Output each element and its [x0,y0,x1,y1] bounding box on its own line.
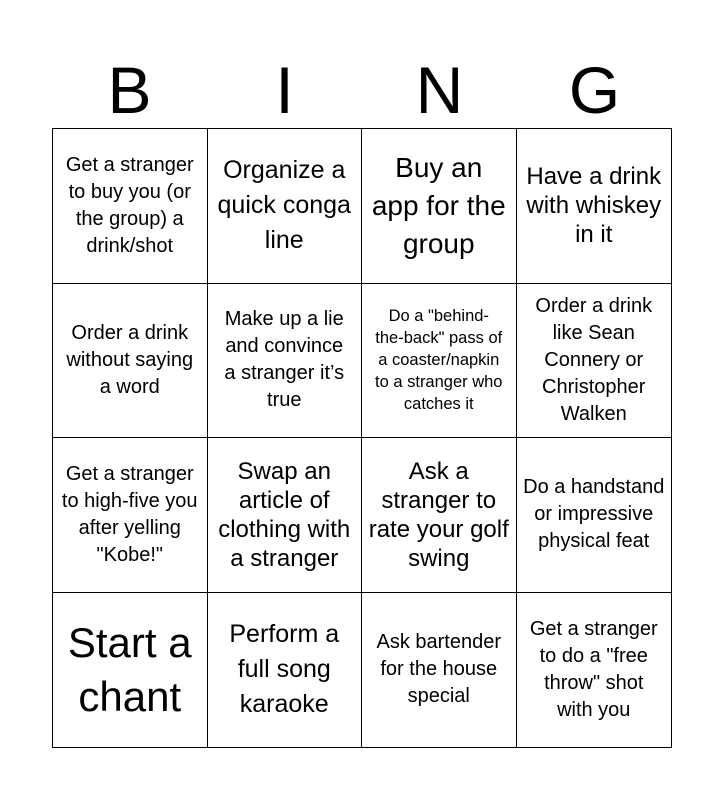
cell-text: Do a "behind-the-back" pass of a coaster/napkin to a stranger who catches it [375,307,503,414]
bingo-cell-r1c2[interactable] [208,129,363,284]
bingo-header [52,52,672,128]
bingo-cell-r3c2[interactable] [208,438,363,593]
cell-text: Have a drink with whiskey in it [526,163,662,249]
header-letter-b: B [107,53,152,127]
cell-text: Organize a quick conga line [217,156,351,255]
cell-text: Make up a lie and convince a stranger it’s true [224,308,345,412]
bingo-cell-r1c1[interactable] [53,129,208,284]
bingo-cell-r4c3[interactable] [362,593,517,748]
cell-text: Order a drink like Sean Connery or Christopher Walken [535,294,653,425]
bingo-cell-r2c1[interactable] [53,284,208,439]
bingo-cell-r3c4[interactable] [517,438,672,593]
bingo-cell-r3c3[interactable] [362,438,517,593]
bingo-cell-r4c2[interactable] [208,593,363,748]
bingo-cell-r3c1[interactable] [53,438,208,593]
cell-text: Get a stranger to high-five you after yelling "Kobe!" [61,462,198,566]
bingo-cell-r4c1[interactable] [53,593,208,748]
cell-text: Ask a stranger to rate your golf swing [368,457,509,572]
cell-text: Ask bartender for the house special [376,631,501,708]
bingo-cell-r2c3[interactable] [362,284,517,439]
bingo-cell-r4c4[interactable] [517,593,672,748]
header-letter-g: G [568,53,621,127]
cell-text: Swap an article of clothing with a stranger [218,457,351,572]
cell-text: Get a stranger to do a "free throw" shot with you [529,617,658,721]
cell-text: Buy an app for the group [371,151,506,259]
cell-text: Get a stranger to buy you (or the group) a drink/shot [65,153,194,257]
cell-text: Order a drink without saying a word [66,321,194,398]
bingo-cell-r1c3[interactable] [362,129,517,284]
bingo-cell-r2c2[interactable] [208,284,363,439]
header-letter-i: I [275,53,294,127]
cell-text: Start a chant [67,618,192,720]
bingo-cell-r2c4[interactable] [517,284,672,439]
cell-text: Do a handstand or impressive physical feat [523,476,665,553]
cell-text: Perform a full song karaoke [229,620,340,719]
bingo-board [52,128,672,748]
bingo-cell-r1c4[interactable] [517,129,672,284]
header-letter-n: N [415,53,464,127]
